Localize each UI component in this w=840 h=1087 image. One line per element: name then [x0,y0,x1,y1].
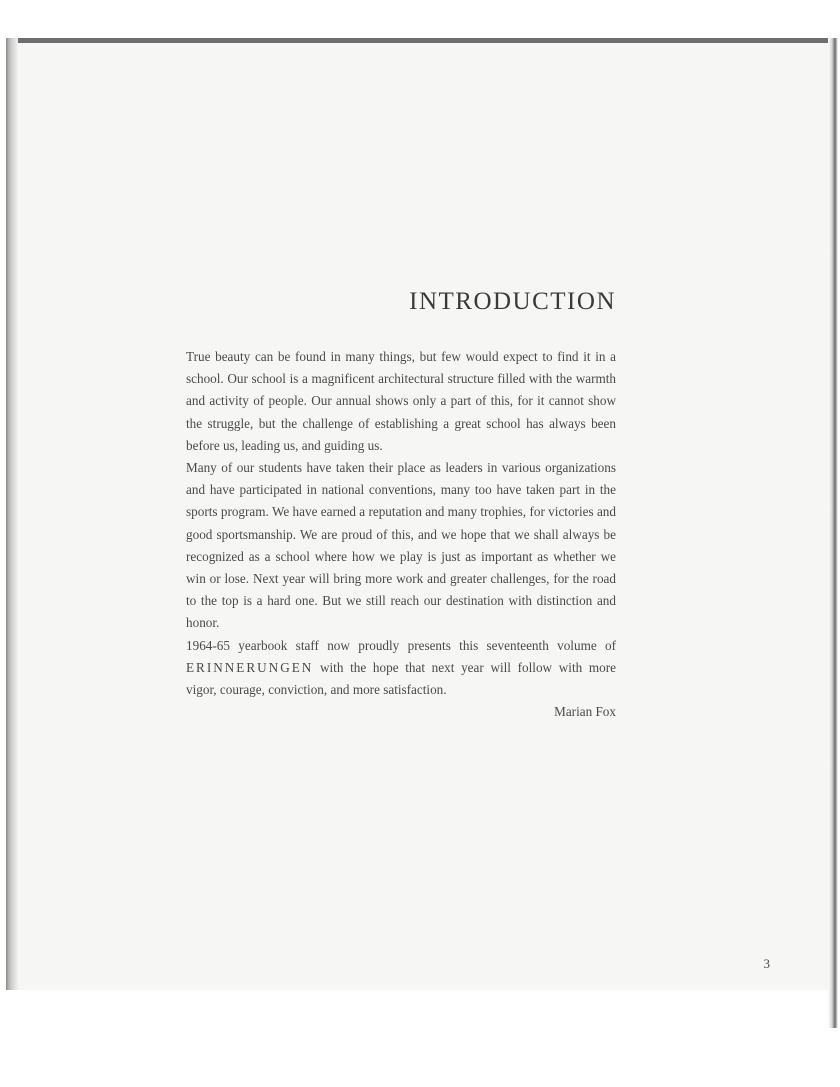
introduction-body [186,346,616,701]
paragraph-yearbook [186,635,616,702]
page-title: INTRODUCTION [409,288,616,315]
author-signature: Marian Fox [554,704,616,719]
paragraph-yearbook-start: 1964-65 yearbook staff now proudly presents this seventeenth volume of [186,637,616,653]
yearbook-name: ERINNERUNGEN [186,659,314,675]
paragraph-students: Many of our students have taken their place as leaders in various organizations and have participated in national conventions, many too have taken part in the sports program. We have earned a reputation and many trophies, for victories and good sportsmanship. We are proud of this, and we hope that we shall always be recognized as a school where how we play is just as important as whether we win or lose. Next year will bring more work and greater challenges, for the road to the top is a hard one. But we still reach our destination with distinction and honor. [186,460,616,631]
scan-margin-bottom [0,990,828,1087]
page-right-edge [828,38,840,1028]
paragraph-yearbook-end: with the hope that next year will follow with more vigor, courage, conviction, and more satisfaction. [186,659,616,698]
page-number: 3 [763,956,770,971]
paragraph-beauty: True beauty can be found in many things, but few would expect to find it in a school. Our school is a magnificent architectural structure filled with the warmth and activity of people. Our annual shows only a part of this, for it cannot show the struggle, but the challenge of establishing a great school has always been before us, leading us, and guiding us. [186,349,616,453]
scan-margin-top [0,0,840,38]
page-binding-edge [6,38,18,990]
